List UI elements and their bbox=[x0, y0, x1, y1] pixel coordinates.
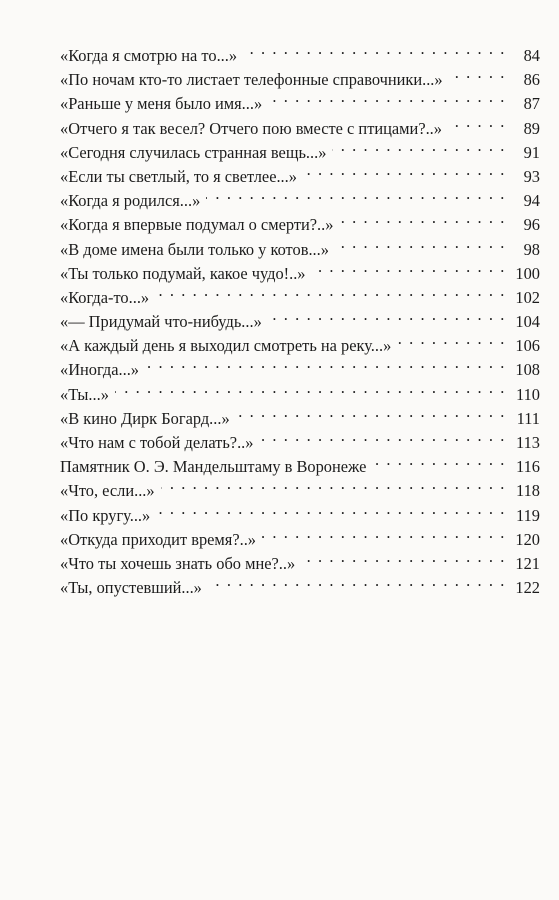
toc-entry-page-number: 96 bbox=[523, 215, 540, 235]
dot-leader bbox=[145, 351, 506, 375]
dot-leader bbox=[449, 61, 506, 85]
dot-leader bbox=[397, 327, 506, 351]
dot-leader bbox=[155, 279, 506, 303]
toc-entry-page-number: 108 bbox=[515, 360, 540, 380]
toc-entry-page-number: 89 bbox=[523, 118, 540, 138]
toc-entry-title: «Откуда приходит время?..» bbox=[60, 529, 256, 549]
toc-entry-page-number: 120 bbox=[515, 529, 540, 549]
dot-leader bbox=[236, 400, 506, 424]
dot-leader bbox=[335, 231, 506, 255]
toc-entry-title: «А каждый день я выходил смотреть на реку...» bbox=[60, 336, 392, 356]
toc-entry-title: «Когда я впервые подумал о смерти?..» bbox=[60, 215, 334, 235]
toc-entry-title: «Ты...» bbox=[60, 384, 109, 404]
toc-entry-title: «Если ты светлый, то я светлее...» bbox=[60, 166, 297, 186]
toc-entry-page-number: 100 bbox=[515, 263, 540, 283]
toc-entry-page-number: 113 bbox=[516, 433, 540, 452]
toc-entry-title: «Когда я смотрю на то...» bbox=[60, 46, 238, 65]
toc-entry-title: «Раньше у меня было имя...» bbox=[60, 94, 263, 114]
toc-entry bbox=[60, 376, 540, 404]
toc-entry-title: «Что ты хочешь знать обо мне?..» bbox=[60, 553, 296, 573]
toc-entry-page-number: 87 bbox=[523, 94, 540, 114]
toc-entry-title: «По кругу...» bbox=[60, 505, 151, 525]
dot-leader bbox=[301, 545, 506, 569]
toc-entry-page-number: 110 bbox=[516, 384, 540, 404]
dot-leader bbox=[156, 497, 506, 521]
dot-leader bbox=[243, 37, 506, 61]
toc-entry-title: «Ты только подумай, какое чудо!..» bbox=[60, 263, 306, 283]
dot-leader bbox=[206, 182, 506, 206]
dot-leader bbox=[332, 134, 506, 158]
dot-leader bbox=[161, 472, 506, 496]
toc-entry-title: «Отчего я так весел? Отчего пою вместе с птицами?..» bbox=[60, 118, 442, 138]
toc-entry-title: Памятник О. Э. Мандельштаму в Воронеже bbox=[60, 457, 367, 477]
toc-entry-page-number: 111 bbox=[516, 408, 540, 428]
toc-entry-title: «В кино Дирк Богард...» bbox=[60, 408, 230, 428]
toc-entry-page-number: 84 bbox=[523, 46, 540, 65]
toc-entry bbox=[60, 37, 540, 65]
toc-entry-page-number: 86 bbox=[523, 70, 540, 90]
dot-leader bbox=[115, 376, 506, 400]
toc-entry-page-number: 116 bbox=[516, 457, 540, 477]
toc-entry-title: «Иногда...» bbox=[60, 360, 140, 380]
dot-leader bbox=[262, 521, 506, 545]
dot-leader bbox=[208, 569, 506, 593]
toc-entry-page-number: 94 bbox=[523, 191, 540, 211]
table-of-contents bbox=[60, 37, 540, 598]
dot-leader bbox=[448, 110, 506, 134]
toc-entry-page-number: 104 bbox=[515, 312, 540, 332]
dot-leader bbox=[268, 85, 506, 109]
toc-entry-page-number: 98 bbox=[523, 239, 540, 259]
dot-leader bbox=[303, 158, 506, 182]
toc-entry-title: «В доме имена были только у котов...» bbox=[60, 239, 329, 259]
dot-leader bbox=[339, 206, 506, 230]
toc-entry-title: «Что нам с тобой делать?..» bbox=[60, 433, 254, 452]
toc-entry-page-number: 102 bbox=[515, 287, 540, 307]
toc-entry-title: «— Придумай что-нибудь...» bbox=[60, 312, 262, 332]
toc-entry-title: «Что, если...» bbox=[60, 481, 155, 501]
toc-entry-page-number: 121 bbox=[515, 553, 540, 573]
dot-leader bbox=[372, 448, 506, 472]
toc-entry bbox=[60, 400, 540, 428]
toc-entry-title: «Сегодня случилась странная вещь...» bbox=[60, 142, 327, 162]
toc-entry-page-number: 91 bbox=[523, 142, 540, 162]
toc-entry-page-number: 119 bbox=[516, 505, 540, 525]
toc-entry-title: «По ночам кто-то листает телефонные справочники...» bbox=[60, 70, 443, 90]
toc-entry-page-number: 118 bbox=[516, 481, 540, 501]
toc-entry-title: «Ты, опустевший...» bbox=[60, 578, 202, 598]
toc-entry-title: «Когда-то...» bbox=[60, 287, 150, 307]
toc-entry-page-number: 122 bbox=[515, 578, 540, 598]
dot-leader bbox=[259, 424, 506, 448]
toc-entry-title: «Когда я родился...» bbox=[60, 191, 201, 211]
toc-entry-page-number: 93 bbox=[523, 166, 540, 186]
dot-leader bbox=[268, 303, 506, 327]
toc-entry-page-number: 106 bbox=[515, 336, 540, 356]
dot-leader bbox=[312, 255, 507, 279]
